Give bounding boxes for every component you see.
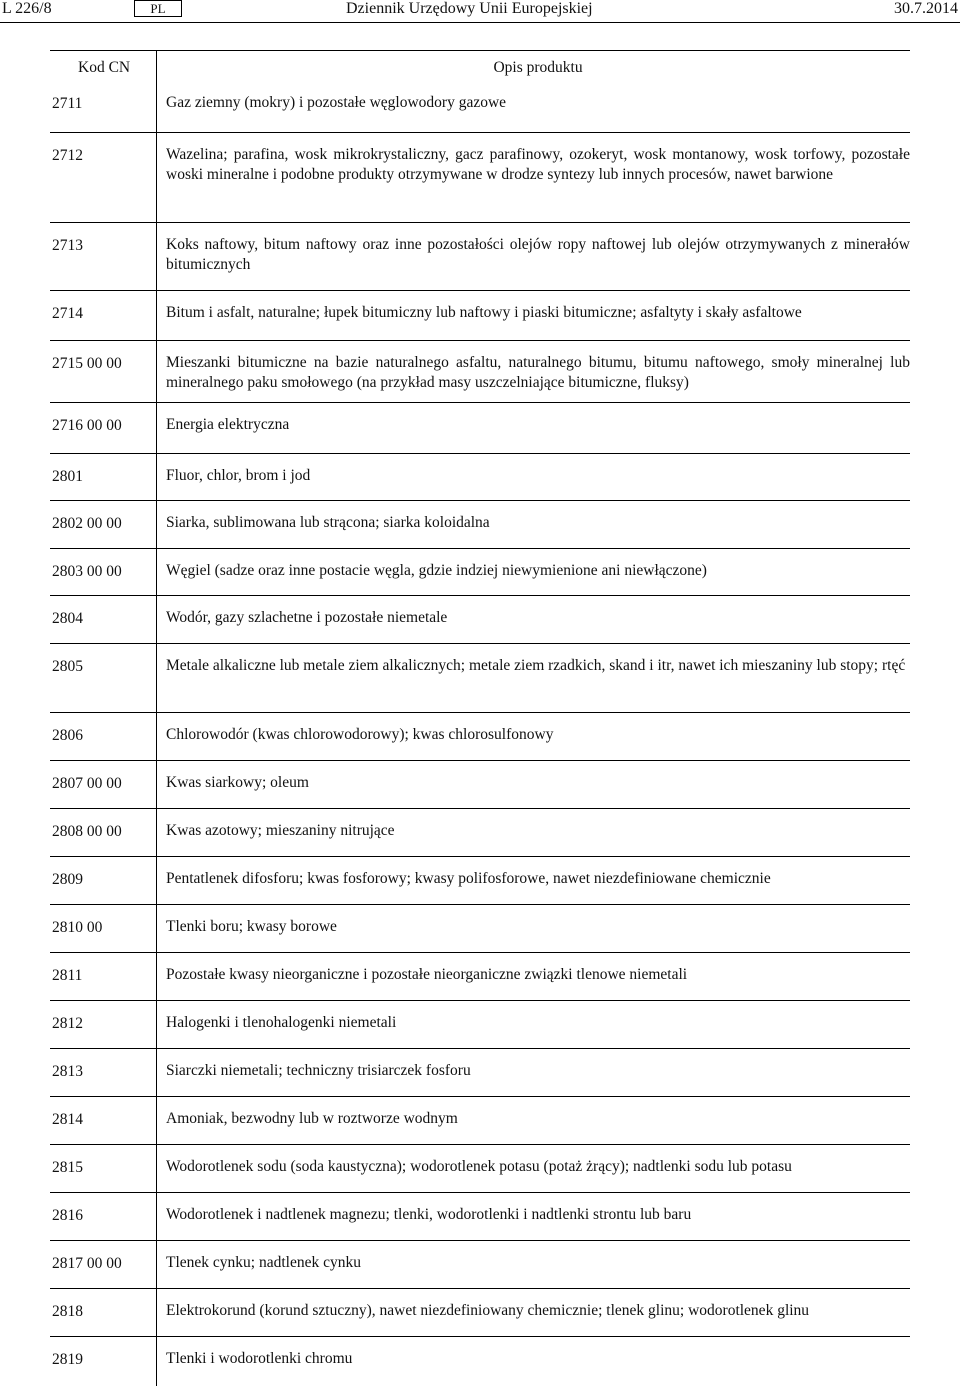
product-description-cell: Pozostałe kwasy nieorganiczne i pozostałe nieorganiczne związki tlenowe niemetali [166, 966, 688, 983]
cn-code-cell: 2808 00 00 [52, 823, 122, 840]
product-description-cell: Siarczki niemetali; techniczny trisiarczek fosforu [166, 1062, 471, 1079]
product-description-cell: Wodór, gazy szlachetne i pozostałe niemetale [166, 609, 448, 626]
cn-code-cell: 2806 [52, 727, 83, 744]
table-row [50, 81, 910, 132]
product-description-cell: Pentatlenek difosforu; kwas fosforowy; kwasy polifosforowe, nawet niezdefiniowane chemicznie [166, 870, 771, 887]
table-row [50, 290, 910, 341]
publication-date: 30.7.2014 [894, 0, 958, 17]
product-description-cell: Gaz ziemny (mokry) i pozostałe węglowodory gazowe [166, 94, 507, 111]
table-row [50, 1048, 910, 1097]
product-description-cell: Kwas siarkowy; oleum [166, 774, 309, 791]
cn-code-cell: 2713 [52, 237, 83, 254]
cn-code-cell: 2818 [52, 1303, 83, 1320]
language-badge: PL [134, 0, 182, 17]
cn-code-cell: 2816 [52, 1207, 83, 1224]
table-row [50, 453, 910, 501]
page-header [0, 0, 960, 23]
product-description-cell: Wodorotlenek i nadtlenek magnezu; tlenki, wodorotlenki i nadtlenki strontu lub baru [166, 1206, 692, 1223]
cn-code-cell: 2809 [52, 871, 83, 888]
cn-code-cell: 2714 [52, 305, 83, 322]
product-description-cell: Tlenek cynku; nadtlenek cynku [166, 1254, 361, 1271]
table-row [50, 808, 910, 857]
table-row [50, 904, 910, 953]
table-row [50, 595, 910, 644]
product-description-cell: Chlorowodór (kwas chlorowodorowy); kwas chlorosulfonowy [166, 726, 554, 743]
table-row [50, 548, 910, 596]
cn-code-cell: 2711 [52, 95, 83, 112]
product-description-cell: Mieszanki bitumiczne na bazie naturalnego asfaltu, naturalnego bitumu, bitumu naftowego, smoły mineralnej lub mineralnego paku smołowego (na przykład masy uszczelniające bitumiczne, fluksy) [166, 354, 910, 391]
table-row [50, 222, 910, 291]
cn-code-cell: 2716 00 00 [52, 417, 122, 434]
table-row [50, 402, 910, 454]
cn-code-cell: 2804 [52, 610, 83, 627]
cn-code-cell: 2802 00 00 [52, 515, 122, 532]
table-row [50, 1000, 910, 1049]
product-description-cell: Kwas azotowy; mieszaniny nitrujące [166, 822, 395, 839]
product-description-cell: Amoniak, bezwodny lub w roztworze wodnym [166, 1110, 458, 1127]
product-description-cell: Energia elektryczna [166, 416, 290, 433]
cn-code-cell: 2805 [52, 658, 83, 675]
product-description-cell: Metale alkaliczne lub metale ziem alkalicznych; metale ziem rzadkich, skand i itr, nawet ich mieszaniny lub stopy; rtęć [166, 657, 906, 674]
table-row [50, 643, 910, 713]
table-row [50, 340, 910, 403]
table-row [50, 712, 910, 761]
product-description-cell: Siarka, sublimowana lub strącona; siarka koloidalna [166, 514, 490, 531]
product-description-cell: Halogenki i tlenohalogenki niemetali [166, 1014, 397, 1031]
table-row [50, 1192, 910, 1241]
table-row [50, 1288, 910, 1337]
product-description-cell: Elektrokorund (korund sztuczny), nawet niezdefiniowany chemicznie; tlenek glinu; wodorotlenek glinu [166, 1302, 810, 1319]
cn-code-cell: 2801 [52, 468, 83, 485]
table-row [50, 856, 910, 905]
cn-code-cell: 2807 00 00 [52, 775, 122, 792]
table-row [50, 1096, 910, 1145]
table-row [50, 132, 910, 223]
table-row [50, 1240, 910, 1289]
table-row [50, 500, 910, 549]
cn-code-cell: 2715 00 00 [52, 355, 122, 372]
cn-code-cell: 2811 [52, 967, 83, 984]
product-description-cell: Tlenki i wodorotlenki chromu [166, 1350, 353, 1367]
page-reference: L 226/8 [2, 0, 52, 17]
table-row [50, 952, 910, 1001]
table-row [50, 1144, 910, 1193]
cn-code-cell: 2813 [52, 1063, 83, 1080]
cn-code-cell: 2803 00 00 [52, 563, 122, 580]
cn-code-cell: 2819 [52, 1351, 83, 1368]
table-row [50, 1336, 910, 1387]
cn-code-cell: 2814 [52, 1111, 83, 1128]
cn-code-cell: 2817 00 00 [52, 1255, 122, 1272]
cn-code-cell: 2712 [52, 147, 83, 164]
product-description-cell: Wodorotlenek sodu (soda kaustyczna); wodorotlenek potasu (potaż żrący); nadtlenki sodu lub potasu [166, 1158, 792, 1175]
cn-code-cell: 2812 [52, 1015, 83, 1032]
cn-code-cell: 2815 [52, 1159, 83, 1176]
table-row [50, 760, 910, 809]
product-description-cell: Wazelina; parafina, wosk mikrokrystaliczny, gacz parafinowy, ozokeryt, wosk montanowy, wosk torfowy, pozostałe woski mineralne i podobne produkty otrzymywane w drodze syntezy lub innych procesów, nawet barwione [166, 146, 910, 183]
product-description-cell: Fluor, chlor, brom i jod [166, 467, 311, 484]
column-header-code: Kod CN [78, 59, 131, 76]
journal-title: Dziennik Urzędowy Unii Europejskiej [346, 0, 593, 17]
column-header-description: Opis produktu [493, 59, 583, 76]
product-description-cell: Bitum i asfalt, naturalne; łupek bitumiczny lub naftowy i piaski bitumiczne; asfaltyty i skały asfaltowe [166, 304, 802, 321]
product-description-cell: Węgiel (sadze oraz inne postacie węgla, gdzie indziej niewymienione ani niewłączone) [166, 562, 707, 579]
product-description-cell: Koks naftowy, bitum naftowy oraz inne pozostałości olejów ropy naftowej lub olejów otrzymywanych z minerałów bitumicznych [166, 236, 910, 273]
product-description-cell: Tlenki boru; kwasy borowe [166, 918, 337, 935]
cn-code-cell: 2810 00 [52, 919, 103, 936]
